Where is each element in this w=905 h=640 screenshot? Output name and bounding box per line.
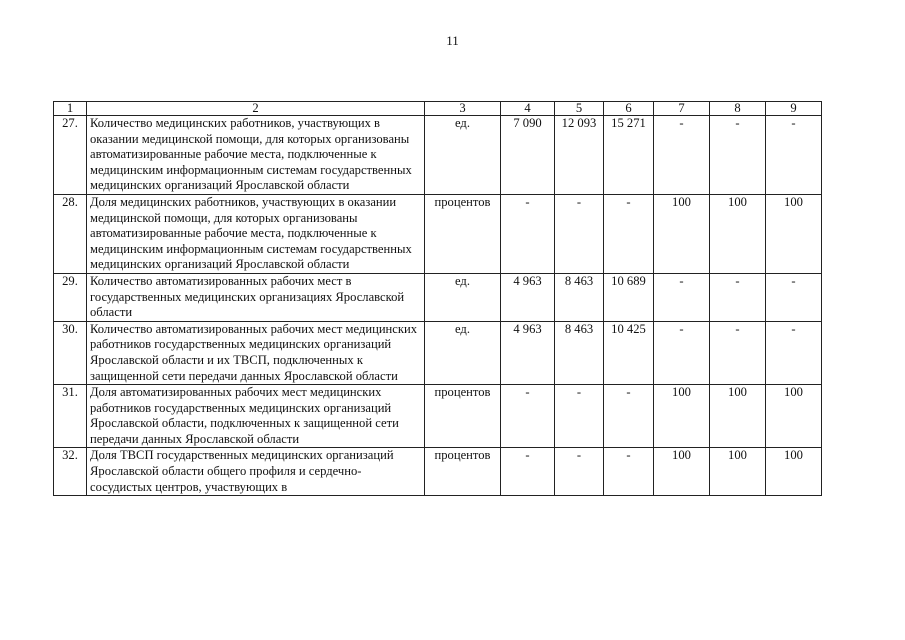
value-cell: 8 463 — [555, 321, 604, 384]
table-row — [54, 116, 822, 195]
value-cell: 100 — [710, 194, 766, 273]
row-number: 31. — [54, 385, 87, 448]
table-row — [54, 448, 822, 496]
column-header: 6 — [604, 102, 654, 116]
row-number: 28. — [54, 194, 87, 273]
unit-cell: ед. — [425, 321, 501, 384]
value-cell: 4 963 — [501, 273, 555, 321]
row-number: 30. — [54, 321, 87, 384]
value-cell: 8 463 — [555, 273, 604, 321]
table-row — [54, 194, 822, 273]
value-cell: 100 — [710, 385, 766, 448]
unit-cell: процентов — [425, 194, 501, 273]
column-header: 5 — [555, 102, 604, 116]
column-header: 8 — [710, 102, 766, 116]
page-number: 11 — [446, 33, 459, 48]
column-header: 3 — [425, 102, 501, 116]
value-cell: 100 — [766, 385, 822, 448]
value-cell: - — [501, 385, 555, 448]
value-cell: - — [654, 116, 710, 195]
value-cell: - — [555, 385, 604, 448]
value-cell: - — [604, 385, 654, 448]
row-number: 32. — [54, 448, 87, 496]
value-cell: 100 — [710, 448, 766, 496]
value-cell: - — [501, 194, 555, 273]
indicator-name: Доля медицинских работников, участвующих в оказании медицинской помощи, для которых организованы автоматизированные рабочие места, подключенные к медицинским информационным системам государственных медицинских организаций Ярославской области — [87, 194, 425, 273]
table-row — [54, 385, 822, 448]
column-header: 1 — [54, 102, 87, 116]
value-cell: 10 689 — [604, 273, 654, 321]
row-number: 29. — [54, 273, 87, 321]
value-cell: - — [654, 321, 710, 384]
value-cell: 100 — [654, 385, 710, 448]
value-cell: - — [604, 194, 654, 273]
value-cell: 15 271 — [604, 116, 654, 195]
value-cell: 12 093 — [555, 116, 604, 195]
indicators-table — [53, 101, 822, 496]
value-cell: - — [555, 448, 604, 496]
value-cell: 10 425 — [604, 321, 654, 384]
value-cell: - — [766, 273, 822, 321]
column-header: 2 — [87, 102, 425, 116]
indicator-name: Доля автоматизированных рабочих мест медицинских работников государственных медицинских организаций Ярославской области, подключенных к защищенной сети передачи данных Ярославской области — [87, 385, 425, 448]
indicator-name: Количество автоматизированных рабочих мест в государственных медицинских организациях Ярославской области — [87, 273, 425, 321]
indicator-name: Количество медицинских работников, участвующих в оказании медицинской помощи, для которых организованы автоматизированные рабочие места, подключенные к медицинским информационным системам государственных медицинских организаций Ярославской области — [87, 116, 425, 195]
unit-cell: ед. — [425, 116, 501, 195]
value-cell: - — [654, 273, 710, 321]
table-header-row — [54, 102, 822, 116]
row-number: 27. — [54, 116, 87, 195]
value-cell: - — [710, 321, 766, 384]
unit-cell: процентов — [425, 385, 501, 448]
value-cell: - — [766, 321, 822, 384]
value-cell: - — [555, 194, 604, 273]
unit-cell: процентов — [425, 448, 501, 496]
value-cell: 4 963 — [501, 321, 555, 384]
value-cell: - — [604, 448, 654, 496]
value-cell: 7 090 — [501, 116, 555, 195]
column-header: 9 — [766, 102, 822, 116]
value-cell: 100 — [766, 194, 822, 273]
value-cell: - — [501, 448, 555, 496]
value-cell: - — [710, 116, 766, 195]
value-cell: 100 — [654, 194, 710, 273]
column-header: 4 — [501, 102, 555, 116]
table-row — [54, 321, 822, 384]
value-cell: - — [766, 116, 822, 195]
table-row — [54, 273, 822, 321]
value-cell: 100 — [766, 448, 822, 496]
value-cell: 100 — [654, 448, 710, 496]
column-header: 7 — [654, 102, 710, 116]
indicator-name: Доля ТВСП государственных медицинских организаций Ярославской области общего профиля и сердечно-сосудистых центров, участвующих в — [87, 448, 425, 496]
unit-cell: ед. — [425, 273, 501, 321]
value-cell: - — [710, 273, 766, 321]
indicator-name: Количество автоматизированных рабочих мест медицинских работников государственных медицинских организаций Ярославской области и их ТВСП, подключенных к защищенной сети передачи данных Ярославской области — [87, 321, 425, 384]
